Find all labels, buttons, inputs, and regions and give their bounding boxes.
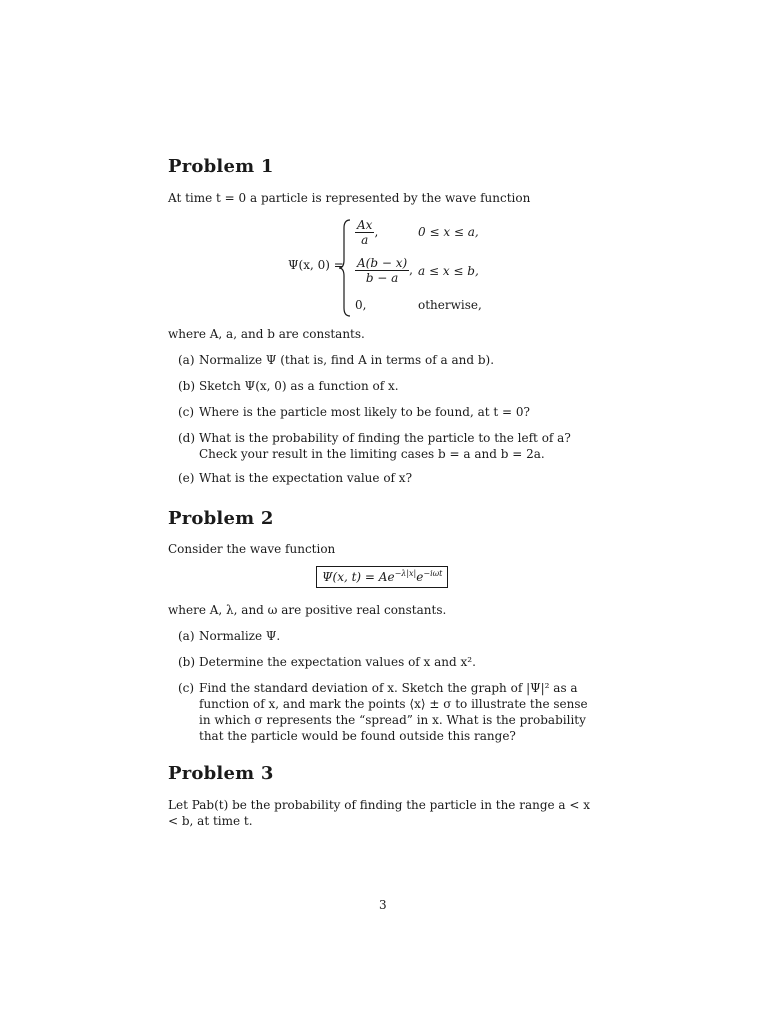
- piecewise-equation: [288, 218, 488, 318]
- problem-3-text: Let Pab(t) be the probability of finding the particle in the range a < x < b, at time t.: [168, 798, 591, 828]
- problem-1-item: (a) Normalize Ψ (that is, find A in terms of a and b).: [178, 353, 495, 367]
- problem-2-intro: Consider the wave function: [168, 542, 336, 556]
- problem-1-heading: Problem 1: [168, 156, 274, 177]
- case-3-condition: otherwise,: [418, 298, 482, 312]
- problem-3-heading: Problem 3: [168, 763, 274, 784]
- problem-2-after: where A, λ, and ω are positive real constants.: [168, 603, 447, 617]
- case-2-condition: a ≤ x ≤ b,: [418, 264, 479, 278]
- problem-1-intro: At time t = 0 a particle is represented by the wave function: [168, 191, 531, 205]
- problem-2-heading: Problem 2: [168, 508, 274, 529]
- problem-1-item: (c) Where is the particle most likely to be found, at t = 0?: [178, 405, 530, 419]
- problem-1-item: (e) What is the expectation value of x?: [178, 471, 413, 485]
- case-1-expr: $\frac{Ax}{a}$ ,: [357, 218, 379, 247]
- problem-2-item: (b) Determine the expectation values of x and x².: [178, 655, 476, 669]
- case-3-expr: 0,: [355, 298, 367, 312]
- boxed-wave-function: Ψ(x, $t) = Ae^{-\lambda|x|}e^{-i\omega t}$: [316, 566, 448, 588]
- problem-1-after: where A, a, and b are constants.: [168, 327, 365, 341]
- case-1-condition: 0 ≤ x ≤ a,: [418, 225, 479, 239]
- left-brace-icon: [338, 218, 352, 318]
- case-2-expr: $\frac{A(b - x)}{b - a}$ ,: [357, 256, 413, 285]
- problem-1-item: (d) What is the probability of finding the particle to the left of a? Check your result in the limiting cases b = a and b = 2a.: [178, 431, 571, 461]
- problem-2-item: (c) Find the standard deviation of x. Sketch the graph of |Ψ|² as a function of x, and mark the points ⟨x⟩ ± σ to illustrate the sense in which σ represents the “spread” in x. What is the probability that the particle would be found outside this range?: [178, 681, 588, 743]
- problem-1-item: (b) Sketch Ψ(x, 0) as a function of x.: [178, 379, 399, 393]
- equation-lhs: Ψ(x, 0) =: [288, 258, 344, 272]
- page-number: 3: [379, 898, 387, 912]
- problem-2-item: (a) Normalize Ψ.: [178, 629, 281, 643]
